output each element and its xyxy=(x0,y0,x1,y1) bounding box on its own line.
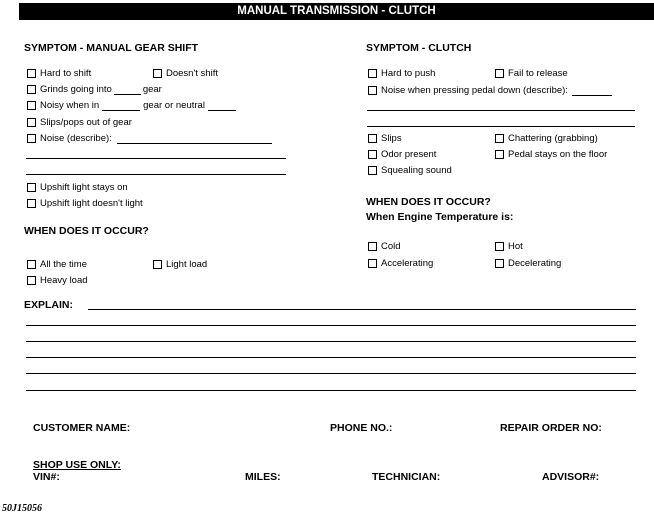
noisy-gear-blank[interactable] xyxy=(102,101,140,111)
noise-describe-line[interactable] xyxy=(26,174,286,175)
option-cold[interactable]: Cold xyxy=(368,241,401,252)
checkbox[interactable] xyxy=(27,69,36,78)
checkbox[interactable] xyxy=(153,69,162,78)
option-fail-to-release[interactable]: Fail to release xyxy=(495,68,568,79)
option-doesnt-shift[interactable]: Doesn't shift xyxy=(153,68,218,79)
option-heavy-load[interactable]: Heavy load xyxy=(27,275,88,286)
option-upshift-off[interactable]: Upshift light doesn't light xyxy=(27,198,143,209)
checkbox[interactable] xyxy=(368,259,377,268)
advisor-label: ADVISOR#: xyxy=(542,471,600,483)
checkbox[interactable] xyxy=(27,183,36,192)
option-hard-to-shift[interactable]: Hard to shift xyxy=(27,68,91,79)
gear-when-header: WHEN DOES IT OCCUR? xyxy=(24,225,149,237)
clutch-header: SYMPTOM - CLUTCH xyxy=(366,42,472,54)
customer-name-label: CUSTOMER NAME: xyxy=(33,422,131,434)
checkbox[interactable] xyxy=(368,134,377,143)
form-title: MANUAL TRANSMISSION - CLUTCH xyxy=(19,3,654,20)
option-all-the-time[interactable]: All the time xyxy=(27,259,87,270)
explain-line[interactable] xyxy=(26,390,636,391)
option-hot[interactable]: Hot xyxy=(495,241,523,252)
checkbox[interactable] xyxy=(27,101,36,110)
checkbox[interactable] xyxy=(153,260,162,269)
noise-describe-line[interactable] xyxy=(26,158,286,159)
noise-pedal-line[interactable] xyxy=(367,126,635,127)
vin-label: VIN#: xyxy=(33,471,60,483)
noise-describe-blank[interactable] xyxy=(117,134,272,144)
repair-order-label: REPAIR ORDER NO: xyxy=(500,422,602,434)
explain-line[interactable] xyxy=(26,357,636,358)
checkbox[interactable] xyxy=(27,118,36,127)
option-decelerating[interactable]: Decelerating xyxy=(495,258,561,269)
option-hard-to-push[interactable]: Hard to push xyxy=(368,68,435,79)
option-squealing[interactable]: Squealing sound xyxy=(368,165,452,176)
option-noisy[interactable]: Noisy when in gear or neutral xyxy=(27,100,236,111)
noisy-neutral-blank[interactable] xyxy=(208,101,236,111)
checkbox[interactable] xyxy=(495,259,504,268)
explain-line[interactable] xyxy=(26,325,636,326)
checkbox[interactable] xyxy=(368,86,377,95)
checkbox[interactable] xyxy=(27,85,36,94)
option-noise-describe[interactable]: Noise (describe): xyxy=(27,133,272,144)
option-slips-pops[interactable]: Slips/pops out of gear xyxy=(27,117,132,128)
explain-line[interactable] xyxy=(26,341,636,342)
explain-line[interactable] xyxy=(88,309,636,310)
checkbox[interactable] xyxy=(495,150,504,159)
shop-use-label: SHOP USE ONLY: xyxy=(33,459,121,471)
checkbox[interactable] xyxy=(368,150,377,159)
gear-shift-header: SYMPTOM - MANUAL GEAR SHIFT xyxy=(24,42,199,54)
checkbox[interactable] xyxy=(27,199,36,208)
option-accelerating[interactable]: Accelerating xyxy=(368,258,433,269)
technician-label: TECHNICIAN: xyxy=(372,471,441,483)
option-odor[interactable]: Odor present xyxy=(368,149,436,160)
option-noise-pedal[interactable]: Noise when pressing pedal down (describe): xyxy=(368,85,612,96)
figure-id: 50J15056 xyxy=(2,503,42,514)
checkbox[interactable] xyxy=(495,69,504,78)
checkbox[interactable] xyxy=(495,242,504,251)
noise-pedal-line[interactable] xyxy=(367,110,635,111)
checkbox[interactable] xyxy=(368,242,377,251)
option-upshift-on[interactable]: Upshift light stays on xyxy=(27,182,128,193)
checkbox[interactable] xyxy=(495,134,504,143)
phone-label: PHONE NO.: xyxy=(330,422,393,434)
grinds-gear-blank[interactable] xyxy=(114,85,141,95)
option-pedal-floor[interactable]: Pedal stays on the floor xyxy=(495,149,607,160)
noise-pedal-blank[interactable] xyxy=(572,86,612,96)
clutch-when-subheader: When Engine Temperature is: xyxy=(366,211,514,223)
explain-label: EXPLAIN: xyxy=(24,299,74,311)
clutch-when-header: WHEN DOES IT OCCUR? xyxy=(366,196,491,208)
option-light-load[interactable]: Light load xyxy=(153,259,207,270)
checkbox[interactable] xyxy=(27,276,36,285)
explain-line[interactable] xyxy=(26,373,636,374)
miles-label: MILES: xyxy=(245,471,281,483)
checkbox[interactable] xyxy=(27,134,36,143)
option-grinds[interactable]: Grinds going into gear xyxy=(27,84,162,95)
checkbox[interactable] xyxy=(368,166,377,175)
checkbox[interactable] xyxy=(368,69,377,78)
option-clutch-slips[interactable]: Slips xyxy=(368,133,402,144)
checkbox[interactable] xyxy=(27,260,36,269)
option-chattering[interactable]: Chattering (grabbing) xyxy=(495,133,598,144)
